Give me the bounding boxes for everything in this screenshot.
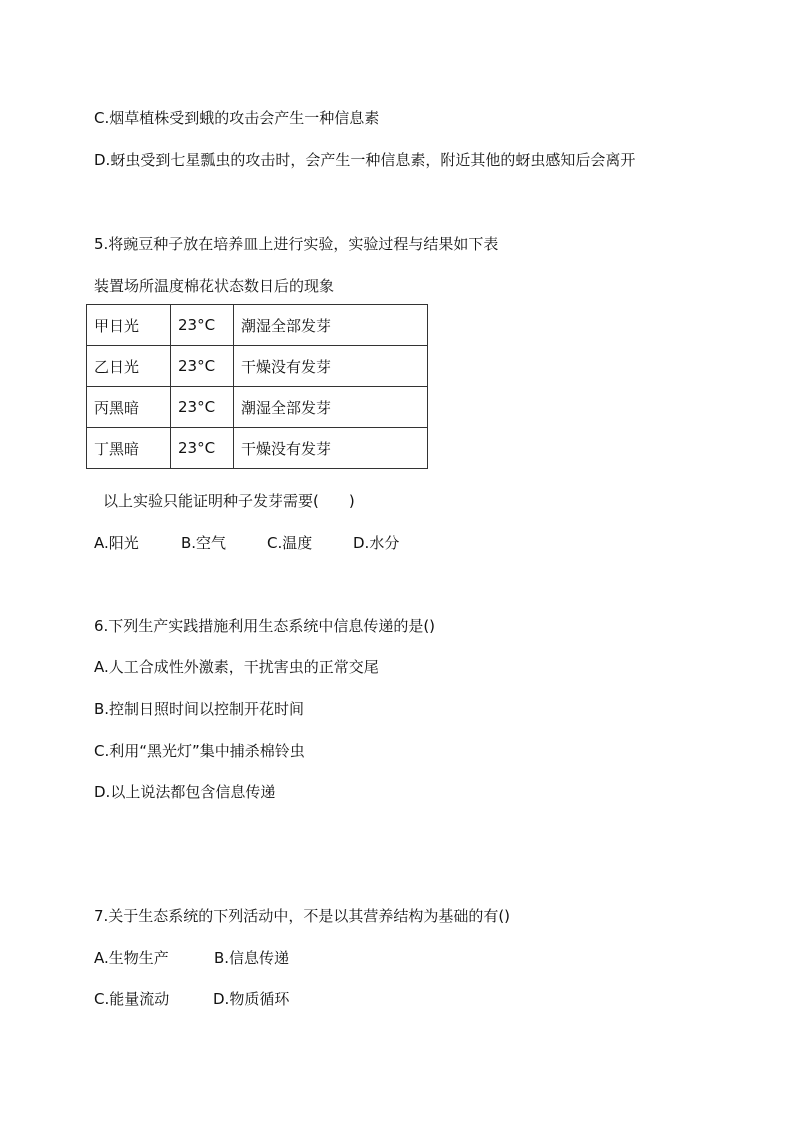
result-cell: 潮湿全部发芽 <box>234 305 428 346</box>
temperature-cell: 23°C <box>171 305 234 346</box>
q5-prompt: 以上实验只能证明种子发芽需要( ) <box>103 492 355 510</box>
result-cell: 潮湿全部发芽 <box>234 387 428 428</box>
device-cell: 甲日光 <box>87 305 171 346</box>
q5-option-b: B.空气 <box>181 534 227 552</box>
result-cell: 干燥没有发芽 <box>234 428 428 469</box>
q7-options-row-2 <box>94 989 289 1009</box>
q7-question: 7.关于生态系统的下列活动中，不是以其营养结构为基础的有() <box>94 907 511 925</box>
q5-option-a: A.阳光 <box>94 534 139 552</box>
q5-options <box>94 533 399 553</box>
q7-option-c: C.能量流动 <box>94 990 170 1008</box>
q6-option-c: C.利用“黑光灯”集中捕杀棉铃虫 <box>94 742 305 760</box>
q7-option-b: B.信息传递 <box>214 949 290 967</box>
table-row <box>87 305 428 346</box>
q6-option-b: B.控制日照时间以控制开花时间 <box>94 700 305 718</box>
table-row <box>87 346 428 387</box>
result-cell: 干燥没有发芽 <box>234 346 428 387</box>
table-row <box>87 428 428 469</box>
temperature-cell: 23°C <box>171 428 234 469</box>
q5-question: 5.将豌豆种子放在培养皿上进行实验，实验过程与结果如下表 <box>94 235 499 253</box>
device-cell: 乙日光 <box>87 346 171 387</box>
q5-table-caption: 装置场所温度棉花状态数日后的现象 <box>94 277 335 295</box>
q6-option-a: A.人工合成性外激素，干扰害虫的正常交尾 <box>94 658 379 676</box>
q4-option-c: C.烟草植株受到蛾的攻击会产生一种信息素 <box>94 109 380 127</box>
temperature-cell: 23°C <box>171 387 234 428</box>
q6-option-d: D.以上说法都包含信息传递 <box>94 783 276 801</box>
q6-question: 6.下列生产实践措施利用生态系统中信息传递的是() <box>94 617 436 635</box>
q4-option-d: D.蚜虫受到七星瓢虫的攻击时，会产生一种信息素，附近其他的蚜虫感知后会离开 <box>94 151 636 169</box>
q5-option-c: C.温度 <box>267 534 313 552</box>
device-cell: 丙黑暗 <box>87 387 171 428</box>
q5-option-d: D.水分 <box>353 534 400 552</box>
temperature-cell: 23°C <box>171 346 234 387</box>
device-cell: 丁黑暗 <box>87 428 171 469</box>
q7-option-a: A.生物生产 <box>94 949 169 967</box>
q7-options-row-1 <box>94 948 289 968</box>
table-row <box>87 387 428 428</box>
q7-option-d: D.物质循环 <box>213 990 290 1008</box>
experiment-table <box>86 304 428 469</box>
